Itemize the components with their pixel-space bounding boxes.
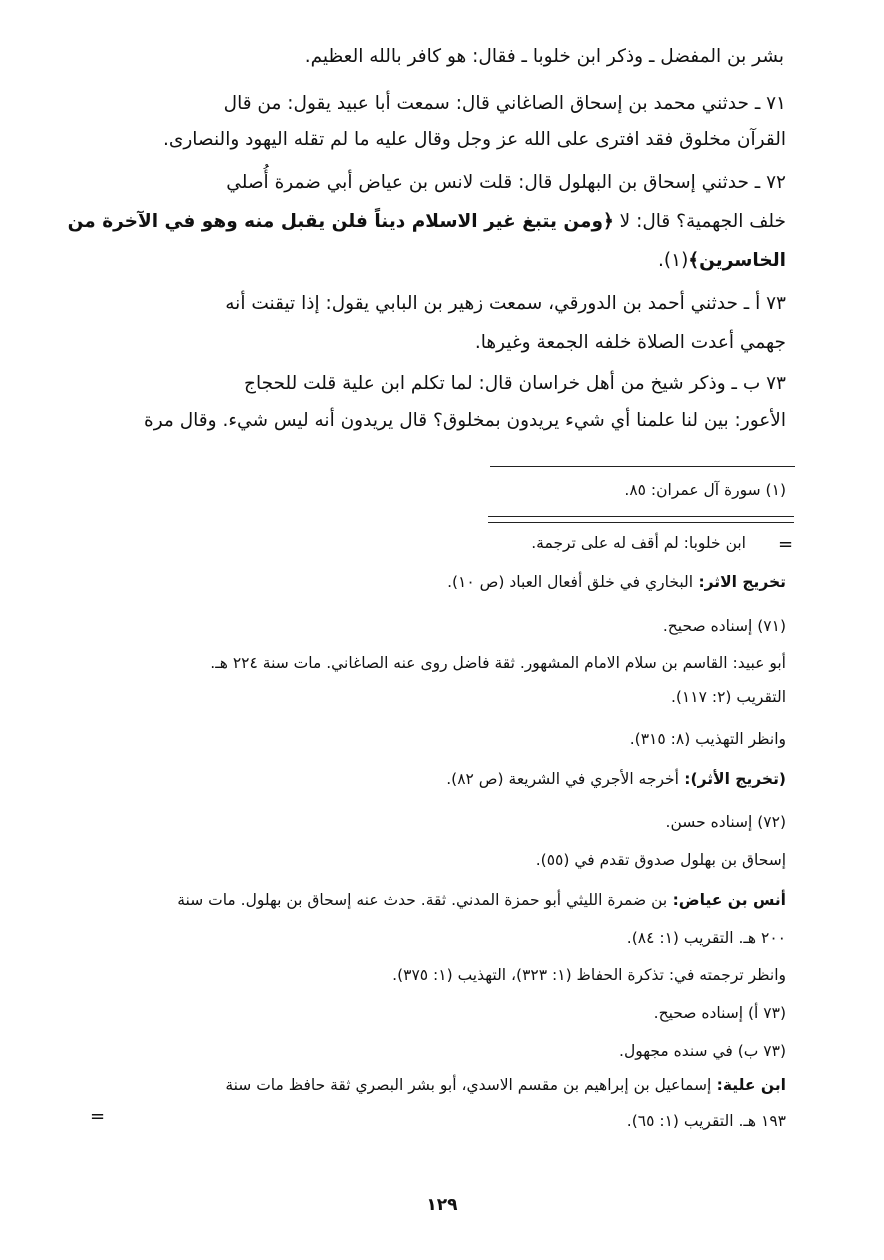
commentary-line-16: ١٩٣ هـ. التقريب (١: ٦٥). bbox=[626, 1112, 786, 1130]
commentary-line-15 bbox=[225, 1076, 786, 1094]
main-line-6 bbox=[658, 250, 786, 271]
commentary-line-2 bbox=[447, 573, 786, 591]
continuation-mark-bottom: = bbox=[90, 1106, 106, 1127]
main-line-4: ٧٢ ـ حدثني إسحاق بن البهلول قال: قلت لانس بن عياض أبي ضمرة أُصلي bbox=[226, 172, 786, 193]
commentary-heading: ابن علية: bbox=[711, 1076, 786, 1094]
commentary-double-rule bbox=[488, 516, 794, 523]
main-line-3: القرآن مخلوق فقد افترى على الله عز وجل وقال عليه ما لم تقله اليهود والنصارى. bbox=[163, 129, 786, 150]
commentary-line-5: التقريب (٢: ١١٧). bbox=[670, 688, 786, 706]
commentary-line-10 bbox=[177, 891, 786, 909]
commentary-line-9: إسحاق بن بهلول صدوق تقدم في (٥٥). bbox=[535, 851, 786, 869]
commentary-line-13: (٧٣ أ) إسناده صحيح. bbox=[653, 1004, 786, 1022]
footnote-ref: (١). bbox=[658, 250, 689, 271]
commentary-line-3: (٧١) إسناده صحيح. bbox=[662, 617, 786, 635]
commentary-line-14: (٧٣ ب) في سنده مجهول. bbox=[619, 1042, 786, 1060]
main-line-7: ٧٣ أ ـ حدثني أحمد بن الدورقي، سمعت زهير بن البابي يقول: إذا تيقنت أنه bbox=[225, 293, 786, 314]
commentary-heading: تخريج الاثر: bbox=[693, 573, 786, 591]
main-line-10: الأعور: بين لنا علمنا أي شيء يريدون بمخلوق؟ قال يريدون أنه ليس شيء. وقال مرة bbox=[144, 410, 786, 431]
commentary-text: بن ضمرة الليثي أبو حمزة المدني. ثقة. حدث عنه إسحاق بن بهلول. مات سنة bbox=[177, 891, 668, 909]
commentary-text: أخرجه الأجري في الشريعة (ص ٨٢). bbox=[446, 770, 679, 788]
continuation-mark-top: = bbox=[778, 534, 794, 555]
commentary-heading: أنس بن عياض: bbox=[667, 891, 786, 909]
main-line-2: ٧١ ـ حدثني محمد بن إسحاق الصاغاني قال: سمعت أبا عبيد يقول: من قال bbox=[223, 93, 786, 114]
commentary-line-11: ٢٠٠ هـ. التقريب (١: ٨٤). bbox=[626, 929, 786, 947]
quran-verse: ﴿ومن يتبغ غير الاسلام ديناً فلن يقبل منه وهو في الآخرة من bbox=[67, 211, 614, 232]
page-number: ١٢٩ bbox=[426, 1195, 458, 1215]
footnote: (١) سورة آل عمران: ٨٥. bbox=[624, 481, 786, 499]
main-line-9: ٧٣ ب ـ وذكر شيخ من أهل خراسان قال: لما تكلم ابن علية قلت للحجاج bbox=[244, 373, 786, 394]
footnote-rule bbox=[490, 466, 795, 467]
commentary-heading: (تخريج الأثر): bbox=[678, 770, 786, 788]
main-line-8: جهمي أعدت الصلاة خلفه الجمعة وغيرها. bbox=[474, 332, 786, 353]
main-line-1: بشر بن المفضل ـ وذكر ابن خلوبا ـ فقال: هو كافر بالله العظيم. bbox=[304, 46, 784, 67]
commentary-line-8: (٧٢) إسناده حسن. bbox=[665, 813, 786, 831]
main-line-5 bbox=[68, 211, 786, 232]
commentary-line-7 bbox=[446, 770, 786, 788]
commentary-line-4: أبو عبيد: القاسم بن سلام الامام المشهور. ثقة فاضل روى عنه الصاغاني. مات سنة ٢٢٤ هـ. bbox=[210, 654, 786, 672]
quran-verse-end: الخاسرين﴾ bbox=[688, 250, 786, 271]
commentary-line-1: ابن خلوبا: لم أقف له على ترجمة. bbox=[531, 534, 746, 552]
commentary-text: إسماعيل بن إبراهيم بن مقسم الاسدي، أبو بشر البصري ثقة حافظ مات سنة bbox=[225, 1076, 712, 1094]
main-line-5-text: خلف الجهمية؟ قال: لا bbox=[613, 211, 786, 232]
commentary-line-12: وانظر ترجمته في: تذكرة الحفاظ (١: ٣٢٣)، التهذيب (١: ٣٧٥). bbox=[392, 966, 786, 984]
commentary-text: البخاري في خلق أفعال العباد (ص ١٠). bbox=[447, 573, 694, 591]
commentary-line-6: وانظر التهذيب (٨: ٣١٥). bbox=[629, 730, 786, 748]
